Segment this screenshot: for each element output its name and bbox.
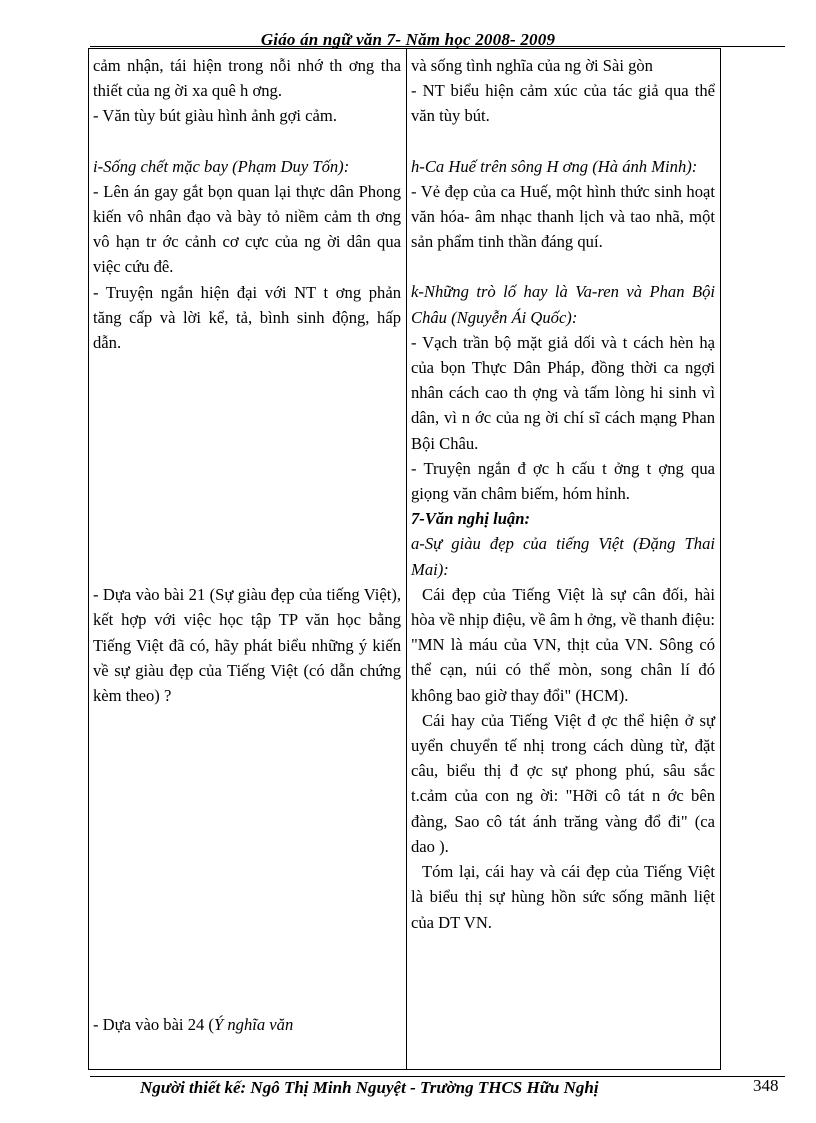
right-paragraph-1: và sống tình nghĩa của ng ời Sài gòn bbox=[411, 56, 653, 75]
left-paragraph-1: cảm nhận, tái hiện trong nỗi nhớ th ơng tha thiết của ng ời xa quê h ơng. bbox=[93, 56, 401, 101]
page-header: Giáo án ngữ văn 7- Năm học 2008- 2009 bbox=[260, 30, 556, 49]
header-divider bbox=[90, 46, 785, 47]
footer-divider bbox=[90, 1076, 785, 1077]
left-paragraph-2: - Văn tùy bút giàu hình ảnh gợi cảm. bbox=[93, 106, 337, 126]
right-section-heading-7: 7-Văn nghị luận: bbox=[411, 509, 530, 529]
left-paragraph-4: - Lên án gay gắt bọn quan lại thực dân Phong kiến vô nhân đạo và bày tỏ niềm cảm th ơng vô hạn tr ớc cảnh cơ cực của ng ời dân qua việc cứu đê. bbox=[93, 181, 401, 277]
left-question-2-lead: - Dựa vào bài 24 ( bbox=[93, 1015, 214, 1035]
left-column bbox=[89, 49, 407, 1069]
right-paragraph-4: - Vẻ đẹp của ca Huế, một hình thức sinh hoạt văn hóa- âm nhạc thanh lịch và tao nhã, một sản phẩm tinh thần đáng quí. bbox=[411, 181, 715, 252]
right-paragraph-10: Cái đẹp của Tiếng Việt là sự cân đối, hài hòa về nhịp điệu, về âm h ởng, về thanh điệu: "MN là máu của VN, thịt của VN. Sông có thể cạn, núi có thể mòn, song chân lí đó không bao giờ thay đổi" (HCM). bbox=[411, 584, 715, 705]
left-question-1: - Dựa vào bài 21 (Sự giàu đẹp của tiếng Việt), kết hợp với việc học tập TP văn học bằng Tiếng Việt đã có, hãy phát biểu những ý kiến về sự giàu đẹp của Tiếng Việt (có dẫn chứng kèm theo) ? bbox=[93, 585, 401, 706]
left-paragraph-5: - Truyện ngắn hiện đại với NT t ơng phản tăng cấp và lời kể, tả, bình sinh động, hấp dẫn. bbox=[93, 282, 401, 353]
content-table bbox=[88, 48, 721, 1070]
right-heading-k: k-Những trò lố hay là Va-ren và Phan Bội Châu (Nguyễn Ái Quốc): bbox=[411, 282, 715, 327]
left-question-2 bbox=[93, 1012, 401, 1037]
right-heading-a: a-Sự giàu đẹp của tiếng Việt (Đặng Thai Mai): bbox=[411, 534, 715, 579]
left-heading-i: i-Sống chết mặc bay (Phạm Duy Tốn): bbox=[93, 156, 350, 176]
page-number: 348 bbox=[753, 1076, 779, 1095]
right-paragraph-12: Tóm lại, cái hay và cái đẹp của Tiếng Việt là biểu thị sự hùng hồn sức sống mãnh liệt của DT VN. bbox=[411, 862, 715, 932]
right-paragraph-2: - NT biểu hiện cảm xúc của tác giả qua thể văn tùy bút. bbox=[411, 81, 715, 126]
left-question-2-title: Ý nghĩa văn bbox=[213, 1015, 294, 1035]
right-paragraph-7: - Truyện ngắn đ ợc h cấu t ởng t ợng qua giọng văn châm biếm, hóm hỉnh. bbox=[411, 458, 715, 504]
right-heading-h: h-Ca Huế trên sông H ơng (Hà ánh Minh): bbox=[411, 156, 698, 176]
page-footer: Người thiết kế: Ngô Thị Minh Nguyệt - Trường THCS Hữu Nghị bbox=[140, 1078, 599, 1097]
right-paragraph-6: - Vạch trần bộ mặt giả dối và t cách hèn hạ của bọn Thực Dân Pháp, đồng thời ca ngợi nhân cách cao th ợng và tấm lòng hi sinh vì dân, vì n ớc của ng ời chí sĩ cách mạng Phan Bội Châu. bbox=[411, 332, 715, 453]
right-paragraph-11: Cái hay của Tiếng Việt đ ợc thể hiện ở sự uyển chuyển tế nhị trong cách dùng từ, đặt câu, biểu thị đ ợc sự phong phú, sâu sắc t.cảm của con ng ời: "Hỡi cô tát n ớc bên đàng, Sao cô tát ánh trăng vàng đổ đi" (ca dao ). bbox=[411, 710, 715, 856]
right-column bbox=[407, 49, 720, 1069]
